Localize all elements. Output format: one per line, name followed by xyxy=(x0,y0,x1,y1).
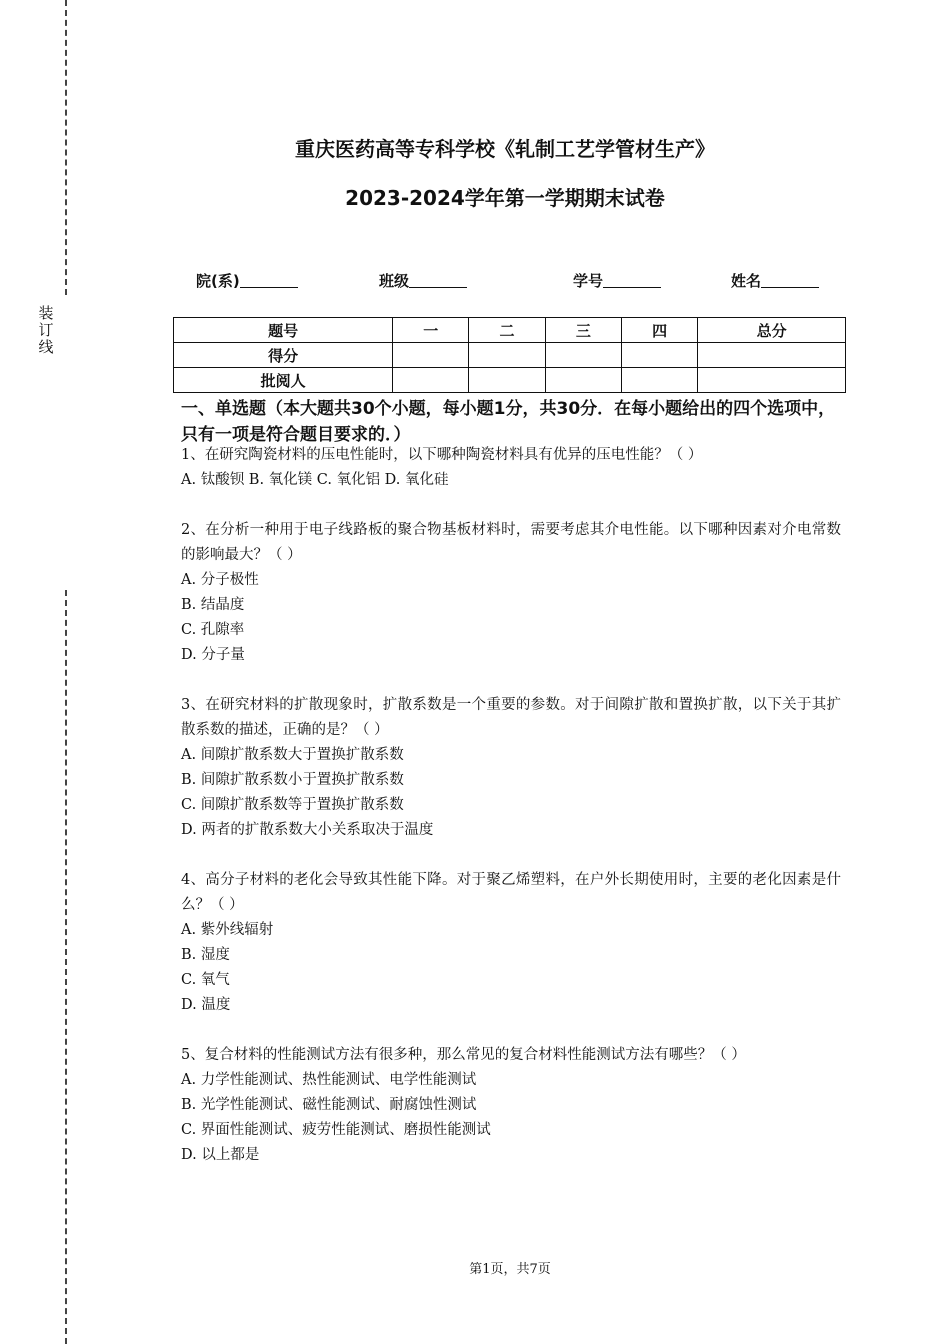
dept-field xyxy=(196,270,298,291)
score-table-header: 二 xyxy=(469,318,545,343)
question-stem: 1、在研究陶瓷材料的压电性能时，以下哪种陶瓷材料具有优异的压电性能？（ ） xyxy=(181,447,703,463)
option-a: A. 间隙扩散系数大于置换扩散系数 xyxy=(181,747,404,763)
option-c: C. 孔隙率 xyxy=(181,622,245,638)
reviewer-cell xyxy=(393,368,469,393)
score-table-header: 题号 xyxy=(174,318,393,343)
option-b: B. 湿度 xyxy=(181,947,230,963)
score-cell xyxy=(469,343,545,368)
option-a: A. 分子极性 xyxy=(181,572,259,588)
reviewer-cell xyxy=(469,368,545,393)
question-1 xyxy=(181,443,841,493)
option-b: B. 光学性能测试、磁性能测试、耐腐蚀性测试 xyxy=(181,1097,477,1113)
score-row-label: 得分 xyxy=(174,343,393,368)
question-list xyxy=(181,443,841,1168)
student-id-field xyxy=(573,270,661,291)
exam-subtitle: 2023-2024学年第一学期期末试卷 xyxy=(345,186,665,210)
dept-blank xyxy=(240,273,298,288)
option-d: D. 两者的扩散系数大小关系取决于温度 xyxy=(181,822,434,838)
option-d: D. 以上都是 xyxy=(181,1147,260,1163)
name-label: 姓名 xyxy=(731,272,762,290)
score-table-header: 一 xyxy=(393,318,469,343)
section-heading: 一、单选题（本大题共30个小题，每小题1分，共30分．在每小题给出的四个选项中，只有一项是符合题目要求的．） xyxy=(181,399,836,445)
option-b: B. 间隙扩散系数小于置换扩散系数 xyxy=(181,772,404,788)
option-c: C. 氧气 xyxy=(181,972,230,988)
score-table xyxy=(173,317,846,393)
class-label: 班级 xyxy=(379,272,410,290)
question-4 xyxy=(181,868,841,1018)
reviewer-cell xyxy=(698,368,846,393)
option-a: A. 力学性能测试、热性能测试、电学性能测试 xyxy=(181,1072,477,1088)
question-2 xyxy=(181,518,841,668)
score-cell xyxy=(621,343,697,368)
option-b: B. 结晶度 xyxy=(181,597,245,613)
class-blank xyxy=(409,273,467,288)
student-id-blank xyxy=(603,273,661,288)
option-c: C. 间隙扩散系数等于置换扩散系数 xyxy=(181,797,404,813)
question-stem: 5、复合材料的性能测试方法有很多种，那么常见的复合材料性能测试方法有哪些？（ ） xyxy=(181,1047,746,1063)
binding-line-bottom xyxy=(65,590,67,1344)
score-table-header: 总分 xyxy=(698,318,846,343)
page-number: 第1页，共7页 xyxy=(469,1262,551,1277)
question-3 xyxy=(181,693,841,843)
score-table-header: 三 xyxy=(545,318,621,343)
option-a: A. 紫外线辐射 xyxy=(181,922,274,938)
exam-title: 重庆医药高等专科学校《轧制工艺学管材生产》 xyxy=(295,137,715,161)
question-options: A. 钛酸钡 B. 氧化镁 C. 氧化铝 D. 氧化硅 xyxy=(181,472,449,488)
question-stem: 4、高分子材料的老化会导致其性能下降。对于聚乙烯塑料，在户外长期使用时，主要的老化因素是什么？（ ） xyxy=(181,872,841,913)
question-5 xyxy=(181,1043,841,1168)
score-cell xyxy=(698,343,846,368)
class-field xyxy=(379,270,467,291)
option-d: D. 温度 xyxy=(181,997,231,1013)
student-id-label: 学号 xyxy=(573,272,604,290)
reviewer-row-label: 批阅人 xyxy=(174,368,393,393)
reviewer-cell xyxy=(621,368,697,393)
reviewer-row xyxy=(174,368,846,393)
name-field xyxy=(731,270,819,291)
score-table-header: 四 xyxy=(621,318,697,343)
score-cell xyxy=(545,343,621,368)
score-row xyxy=(174,343,846,368)
dept-label: 院(系) xyxy=(196,272,240,290)
score-cell xyxy=(393,343,469,368)
option-d: D. 分子量 xyxy=(181,647,245,663)
question-stem: 2、在分析一种用于电子线路板的聚合物基板材料时，需要考虑其介电性能。以下哪种因素对介电常数的影响最大？（ ） xyxy=(181,522,841,563)
option-c: C. 界面性能测试、疲劳性能测试、磨损性能测试 xyxy=(181,1122,491,1138)
question-stem: 3、在研究材料的扩散现象时，扩散系数是一个重要的参数。对于间隙扩散和置换扩散，以下关于其扩散系数的描述，正确的是？（ ） xyxy=(181,697,841,738)
name-blank xyxy=(761,273,819,288)
reviewer-cell xyxy=(545,368,621,393)
score-table-header-row xyxy=(174,318,846,343)
binding-label: 装订线 xyxy=(38,304,54,356)
